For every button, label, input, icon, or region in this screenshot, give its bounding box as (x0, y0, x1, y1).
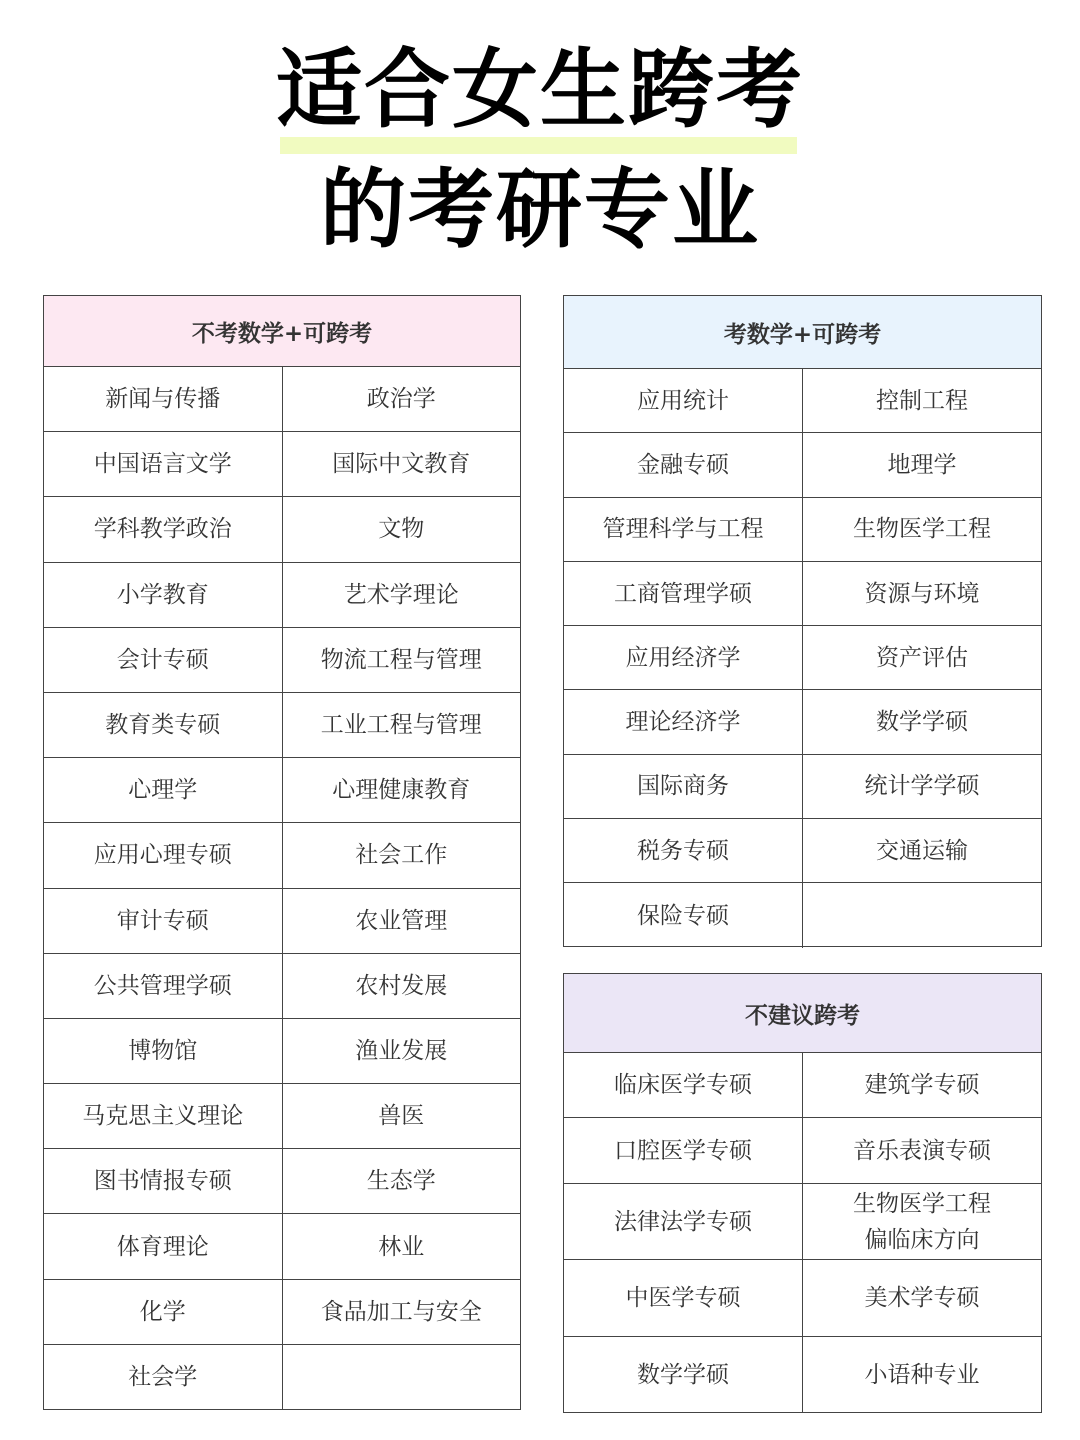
table-cell: 税务专硕 (637, 837, 729, 864)
table-cell: 中国语言文学 (93, 451, 232, 478)
table-row (564, 1118, 1041, 1184)
table-cell: 渔业发展 (282, 1019, 521, 1083)
table-row (564, 755, 1041, 819)
table-cell: 临床医学专硕 (614, 1072, 752, 1098)
title-line-2: 的考研专业 (320, 160, 760, 260)
table-row (44, 1214, 520, 1279)
table-cell: 小语种专业 (802, 1337, 1041, 1413)
table-row (564, 819, 1041, 883)
table-header: 不考数学+可跨考 (44, 296, 520, 367)
table-header: 考数学+可跨考 (564, 296, 1041, 369)
table-cell (282, 1345, 521, 1410)
table-row (564, 1184, 1041, 1260)
table-cell: 建筑学专硕 (802, 1053, 1041, 1117)
table-cell: 资源与环境 (802, 562, 1041, 625)
table-row (44, 823, 520, 888)
table-row (564, 1260, 1041, 1337)
table-cell: 口腔医学专硕 (614, 1137, 752, 1164)
table-cell: 艺术学理论 (282, 563, 521, 627)
title-line-1: 适合女生跨考 (276, 40, 804, 140)
table-row (564, 369, 1041, 433)
table-row (564, 1053, 1041, 1118)
table-cell: 小学教育 (116, 581, 209, 608)
table-cell: 应用经济学 (625, 644, 741, 671)
table-cell: 会计专硕 (116, 646, 209, 673)
table-row (564, 1337, 1041, 1413)
table-row (44, 367, 520, 432)
table-row (44, 889, 520, 954)
table-cell: 博物馆 (128, 1037, 198, 1064)
table-cell: 国际商务 (637, 773, 729, 800)
table-cell: 国际中文教育 (282, 432, 521, 496)
table-cell: 农业管理 (282, 889, 521, 953)
table-cell: 中医学专硕 (625, 1285, 741, 1311)
table-cell: 地理学 (802, 433, 1041, 496)
table-cell: 政治学 (282, 367, 521, 431)
table-row (44, 563, 520, 628)
table-row (44, 432, 520, 497)
table-cell: 工商管理学硕 (614, 580, 752, 607)
table-cell: 教育类专硕 (105, 712, 221, 739)
table-cell: 兽医 (282, 1084, 521, 1148)
table-cell: 生态学 (282, 1149, 521, 1213)
table-cell: 控制工程 (802, 369, 1041, 432)
table-math (563, 295, 1042, 947)
table-row (564, 626, 1041, 690)
table-cell: 学科教学政治 (93, 516, 232, 543)
table-cell: 工业工程与管理 (282, 693, 521, 757)
table-cell: 应用统计 (637, 387, 729, 414)
table-cell: 保险专硕 (637, 902, 729, 929)
table-cell: 马克思主义理论 (82, 1103, 244, 1130)
table-cell: 新闻与传播 (105, 386, 221, 413)
table-row (44, 758, 520, 823)
table-cell: 生物医学工程 偏临床方向 (802, 1184, 1041, 1259)
table-cell: 理论经济学 (625, 709, 741, 736)
table-cell: 审计专硕 (116, 907, 209, 934)
table-cell: 统计学学硕 (802, 755, 1041, 818)
table-cell: 心理学 (128, 777, 198, 804)
table-cell: 公共管理学硕 (93, 972, 232, 999)
table-cell: 图书情报专硕 (93, 1168, 232, 1195)
table-cell: 法律法学专硕 (614, 1208, 752, 1235)
table-row (564, 498, 1041, 562)
table-cell: 应用心理专硕 (93, 842, 232, 869)
table-cell: 化学 (139, 1298, 186, 1325)
table-cell: 交通运输 (802, 819, 1041, 882)
table-cell: 体育理论 (116, 1233, 209, 1260)
table-row (564, 883, 1041, 947)
table-row (44, 1345, 520, 1410)
table-cell: 社会学 (128, 1364, 198, 1391)
table-cell: 资产评估 (802, 626, 1041, 689)
table-header: 不建议跨考 (564, 974, 1041, 1053)
table-cell: 社会工作 (282, 823, 521, 887)
table-row (564, 433, 1041, 497)
table-row (44, 1084, 520, 1149)
table-row (564, 562, 1041, 626)
table-cell: 文物 (282, 497, 521, 561)
table-cell: 物流工程与管理 (282, 628, 521, 692)
table-no-math (43, 295, 521, 1410)
table-row (44, 954, 520, 1019)
table-cell: 美术学专硕 (802, 1260, 1041, 1336)
table-cell: 农村发展 (282, 954, 521, 1018)
table-cell: 数学学硕 (637, 1362, 729, 1388)
table-row (44, 693, 520, 758)
table-cell: 金融专硕 (637, 451, 729, 478)
table-not-recommended (563, 973, 1042, 1413)
table-row (564, 690, 1041, 754)
table-cell (802, 883, 1041, 947)
table-cell: 管理科学与工程 (602, 516, 764, 543)
table-row (44, 1280, 520, 1345)
table-row (44, 497, 520, 562)
table-cell: 音乐表演专硕 (802, 1118, 1041, 1183)
table-cell: 食品加工与安全 (282, 1280, 521, 1344)
table-row (44, 1019, 520, 1084)
table-cell: 心理健康教育 (282, 758, 521, 822)
table-cell: 数学学硕 (802, 690, 1041, 753)
table-cell: 林业 (282, 1214, 521, 1278)
table-row (44, 1149, 520, 1214)
table-cell: 生物医学工程 (802, 498, 1041, 561)
table-row (44, 628, 520, 693)
